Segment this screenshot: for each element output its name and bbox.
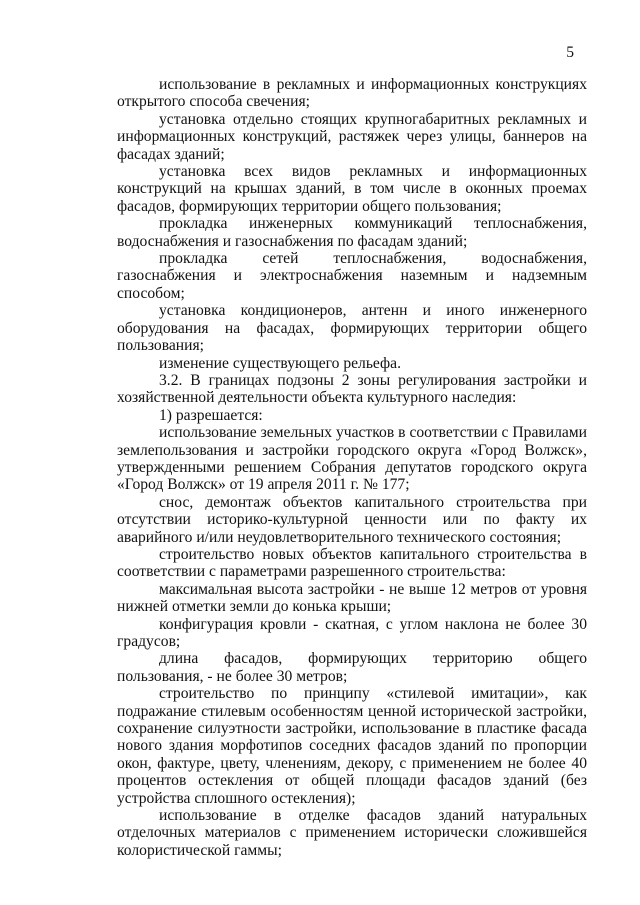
section-heading-paragraph: 3.2. В границах подзоны 2 зоны регулирования застройки и хозяйственной деятельности объекта культурного наследия: — [117, 371, 587, 407]
paragraph: строительство по принципу «стилевой имитации», как подражание стилевым особенностям ценной исторической застройки, сохранение силуэтности застройки, использование в пластике фасада нового здания морфотипов соседних фасадов зданий по пропорции окон, фактуре, цвету, членениям, декору, с применением не более 40 процентов остекления от общей площади фасадов зданий (без устройства сплошного остекления); — [117, 685, 587, 807]
paragraph: изменение существующего рельефа. — [159, 354, 401, 372]
paragraph: строительство новых объектов капитального строительства в соответствии с параметрами разрешенного строительства: — [117, 545, 587, 581]
paragraph: длина фасадов, формирующих территорию общего пользования, - не более 30 метров; — [117, 650, 587, 685]
paragraph: установка всех видов рекламных и информационных конструкций на крышах зданий, в том числе в оконных проемах фасадов, формирующих территории общего пользования; — [117, 163, 587, 215]
paragraph: прокладка инженерных коммуникаций теплоснабжения, водоснабжения и газоснабжения по фасадам зданий; — [117, 215, 587, 250]
list-marker-paragraph: 1) разрешается: — [159, 406, 263, 424]
paragraph: использование в рекламных и информационных конструкциях открытого способа свечения; — [117, 76, 587, 111]
paragraph: использование в отделке фасадов зданий натуральных отделочных материалов с применением исторически сложившейся колористической гаммы; — [117, 807, 587, 859]
paragraph: использование земельных участков в соответствии с Правилами землепользования и застройки городского округа «Город Волжск», утвержденными решением Собрания депутатов городского округа «Город Волжск» от 19 апреля 2011 г. № 177; — [117, 424, 587, 494]
paragraph: конфигурация кровли - скатная, с углом наклона не более 30 градусов; — [117, 615, 587, 650]
paragraph: максимальная высота застройки - не выше 12 метров от уровня нижней отметки земли до конька крыши; — [117, 580, 587, 616]
page-number: 5 — [566, 44, 574, 61]
paragraph: снос, демонтаж объектов капитального строительства при отсутствии историко-культурной ценности или по факту их аварийного и/или неудовлетворительного технического состояния; — [117, 493, 587, 546]
paragraph: прокладка сетей теплоснабжения, водоснабжения, газоснабжения и электроснабжения наземным и надземным способом; — [117, 250, 587, 302]
paragraph: установка кондиционеров, антенн и иного инженерного оборудования на фасадах, формирующих территории общего пользования; — [117, 302, 587, 355]
paragraph: установка отдельно стоящих крупногабаритных рекламных и информационных конструкций, растяжек через улицы, баннеров на фасадах зданий; — [117, 110, 587, 163]
document-body — [117, 76, 587, 859]
